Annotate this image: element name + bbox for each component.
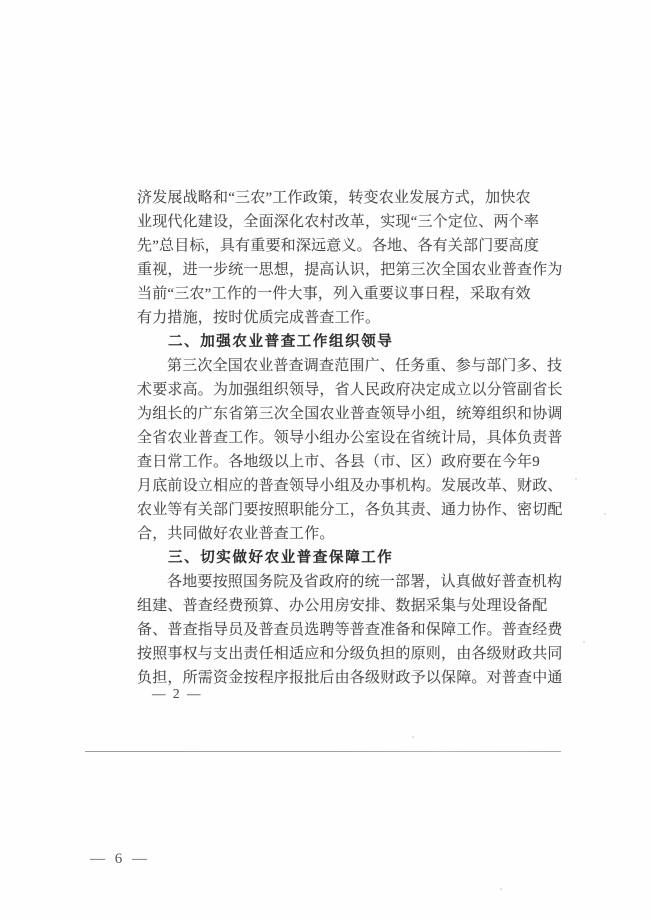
text-line: 重视，进一步统一思想，提高认识，把第三次全国农业普查作为 bbox=[137, 262, 563, 278]
text-line: 按照事权与支出责任相适应和分级负担的原则，由各级财政共同 bbox=[137, 646, 563, 662]
text-line: 当前“三农”工作的一件大事，列入重要议事日程，采取有效 bbox=[137, 286, 531, 302]
text-line: 业现代化建设，全面深化农村改革，实现“三个定位、两个率 bbox=[137, 214, 540, 230]
text-line: 合，共同做好农业普查工作。 bbox=[137, 526, 335, 542]
document-text-block bbox=[137, 186, 563, 690]
scan-speck bbox=[500, 888, 502, 890]
inner-page-number: — 2 — bbox=[152, 686, 203, 701]
section-heading bbox=[137, 546, 537, 570]
scan-speck bbox=[575, 478, 577, 480]
scan-speck bbox=[604, 513, 606, 515]
scan-speck bbox=[583, 641, 585, 643]
paragraph bbox=[137, 570, 563, 690]
paragraph bbox=[137, 354, 563, 546]
text-line: 月底前设立相应的普查领导小组及办事机构。发展改革、财政、 bbox=[137, 478, 563, 494]
section-heading bbox=[137, 330, 537, 354]
text-line: 有力措施，按时优质完成普查工作。 bbox=[137, 310, 381, 326]
text-line: 全省农业普查工作。领导小组办公室设在省统计局，具体负责普 bbox=[137, 430, 563, 446]
heading-line: 三、切实做好农业普查保障工作 bbox=[168, 550, 394, 566]
text-line: 为组长的广东省第三次全国农业普查领导小组，统筹组织和协调 bbox=[137, 406, 563, 422]
text-line: 备、普查指导员及普查员选聘等普查准备和保障工作。普查经费 bbox=[137, 622, 563, 638]
text-line: 农业等有关部门要按照职能分工，各负其责、通力协作、密切配 bbox=[137, 502, 563, 518]
scan-speck bbox=[412, 736, 414, 738]
text-line: 术要求高。为加强组织领导，省人民政府决定成立以分管副省长 bbox=[137, 382, 563, 398]
outer-page-number: — 6 — bbox=[90, 851, 150, 867]
text-line: 负担，所需资金按程序报批后由各级财政予以保障。对普查中通 bbox=[137, 670, 563, 686]
text-line: 各地要按照国务院及省政府的统一部署，认真做好普查机构 bbox=[167, 574, 563, 590]
text-line: 先”总目标，具有重要和深远意义。各地、各有关部门要高度 bbox=[137, 238, 540, 254]
text-line: 济发展战略和“三农”工作政策，转变农业发展方式，加快农 bbox=[137, 190, 531, 206]
scan-edge-line bbox=[85, 751, 561, 752]
text-line: 查日常工作。各地级以上市、各县（市、区）政府要在今年9 bbox=[137, 454, 540, 470]
text-line: 第三次全国农业普查调查范围广、任务重、参与部门多、技 bbox=[167, 358, 563, 374]
text-line: 组建、普查经费预算、办公用房安排、数据采集与处理设备配 bbox=[137, 598, 548, 614]
paragraph bbox=[137, 186, 563, 330]
heading-line: 二、加强农业普查工作组织领导 bbox=[168, 334, 394, 350]
